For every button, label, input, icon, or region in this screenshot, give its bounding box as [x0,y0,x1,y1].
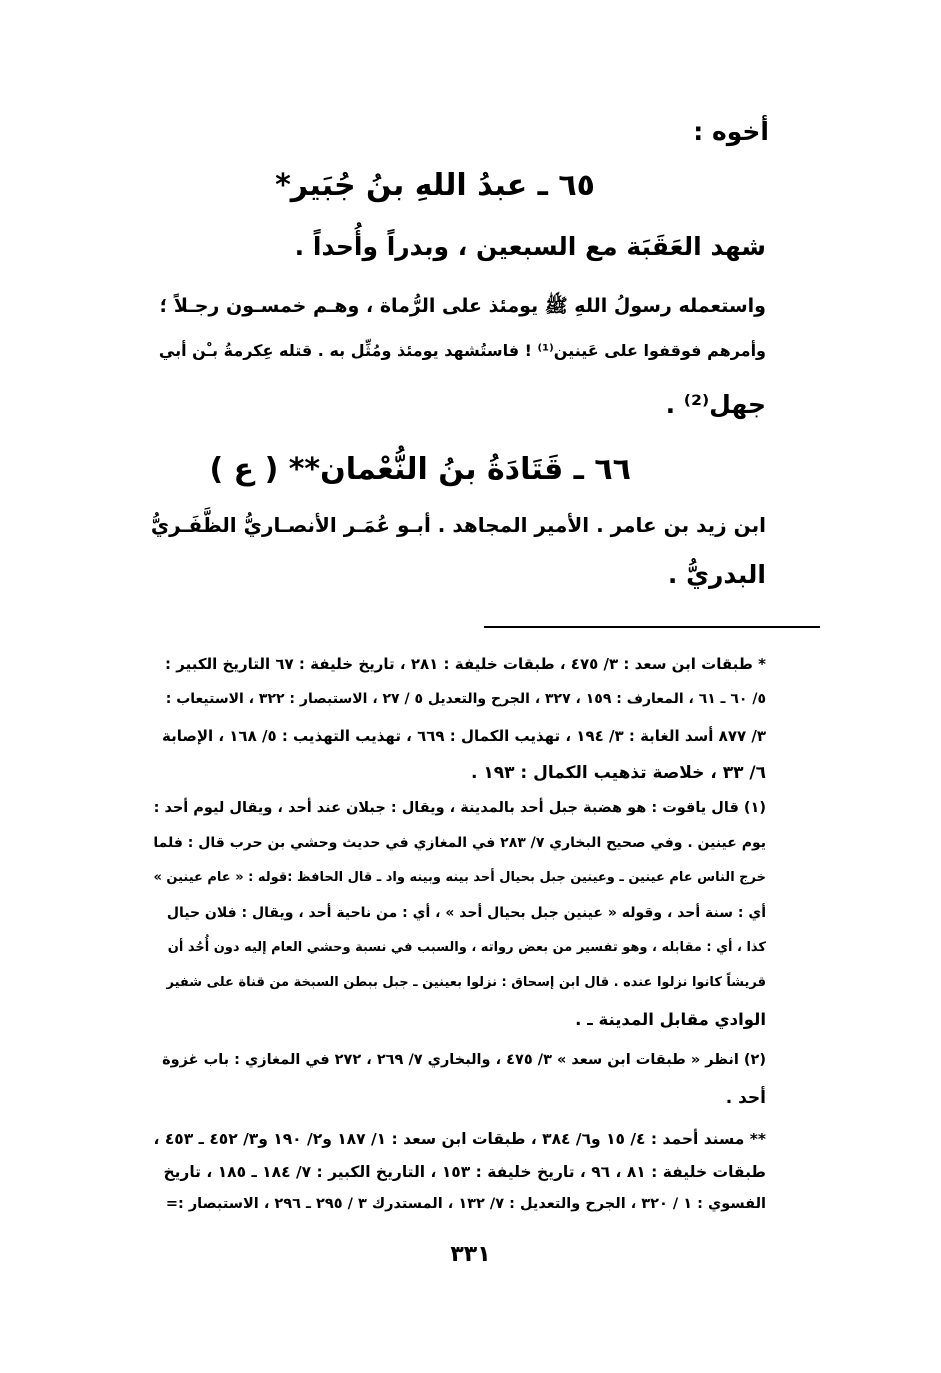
footnote-1-line: يوم عينين . وفي صحيح البخاري ٧/ ٢٨٣ في المغازي في حديث وحشي بن حرب قال : فلما [153,835,766,851]
footnote-sources-66-line: الفسوي : ١ / ٣٢٠ ، الجرح والتعديل : ٧/ ١٣٢ ، المستدرك ٣ / ٢٩٥ ـ ٢٩٦ ، الاستبصار := [165,1196,766,1212]
footnote-1-line: خرج الناس عام عينين ـ وعينين جبل بحيال أحد بينه وبينه واد ـ قال الحافظ :قوله : « عام عينين » [153,870,766,885]
entry-65-line: جهل⁽²⁾ . [665,390,766,419]
footnote-2-line: أحد . [725,1088,766,1108]
footnote-sources-65-line: * طبقات ابن سعد : ٣/ ٤٧٥ ، طبقات خليفة : ٢٨١ ، تاريخ خليفة : ٦٧ التاريخ الكبير : [165,655,766,673]
footnote-1-line: أي : سنة أحد ، وقوله « عينين جبل بحيال أحد » ، أي : من ناحية أحد ، ويقال : فلان حيال [166,905,766,921]
entry-65-line: وأمرهم فوقفوا على عَينين⁽¹⁾ ! فاستُشهد يومئذ ومُثِّل به . قتله عِكرمةُ بـْن أبي [158,341,766,360]
entry-65-heading: ٦٥ ـ عبدُ اللهِ بنُ جُبَير* [275,168,595,203]
entry-66-heading: ٦٦ ـ قَتَادَةُ بنُ النُّعْمان** ( ع ) [209,452,631,487]
footnote-1-line: كذا ، أي : مقابله ، وهو تفسير من بعض رواته ، والسبب في نسبة وحشي العام إليه دون أُحُد أن [167,940,766,955]
footnote-2-line: (٢) انظر « طبقات ابن سعد » ٣/ ٤٧٥ ، والبخاري ٧/ ٢٦٩ ، ٢٧٢ في المغازي : باب غزوة [162,1052,766,1068]
page-number: ٣٣١ [450,1242,491,1267]
footnote-1-line: (١) قال ياقوت : هو هضبة جبل أحد بالمدينة ، ويقال : جبلان عند أحد ، ويقال ليوم أحد : [153,800,766,816]
footnote-sources-65-line: ٣/ ٨٧٧ أسد الغابة : ٣/ ١٩٤ ، تهذيب الكمال : ٦٦٩ ، تهذيب التهذيب : ٥/ ١٦٨ ، الإصابة [161,727,766,745]
footnote-sources-66-line: ** مسند أحمد : ٤/ ١٥ و٦/ ٣٨٤ ، طبقات ابن سعد : ١/ ١٨٧ و٢/ ١٩٠ و٣/ ٤٥٢ ـ ٤٥٣ ، [153,1130,766,1148]
footnote-1-line: قريشاً كانوا نزلوا عنده . قال ابن إسحاق : نزلوا بعينين ـ جبل ببطن السبخة من قناة على شفير [166,975,766,990]
entry-66-line: البدريُّ . [667,560,766,589]
entry-65-line: شهد العَقَبَة مع السبعين ، وبدراً وأُحداً . [294,232,766,261]
footnote-separator [484,626,820,628]
entry-65-line: واستعمله رسولُ اللهِ ﷺ يومئذ على الرُّماة ، وهـم خمسـون رجـلاً ؛ [159,295,766,317]
footnote-sources-65-line: ٥/ ٦٠ ـ ٦١ ، المعارف : ١٥٩ ، ٣٢٧ ، الجرح والتعديل ٥ / ٢٧ ، الاستبصار : ٣٢٢ ، الاستيعاب : [165,691,766,707]
intro-line: أخوه : [693,117,769,146]
entry-66-line: ابن زيد بن عامر . الأمير المجاهد . أبـو عُمَـر الأنصـاريُّ الظَّفَـريُّ [150,513,766,537]
footnote-1-line: الوادي مقابل المدينة ـ . [575,1010,766,1029]
footnote-sources-66-line: طبقات خليفة : ٨١ ، ٩٦ ، تاريخ خليفة : ١٥٣ ، التاريخ الكبير : ٧/ ١٨٤ ـ ١٨٥ ، تاريخ [163,1163,766,1181]
footnote-sources-65-line: ٦/ ٣٣ ، خلاصة تذهيب الكمال : ١٩٣ . [470,763,766,783]
